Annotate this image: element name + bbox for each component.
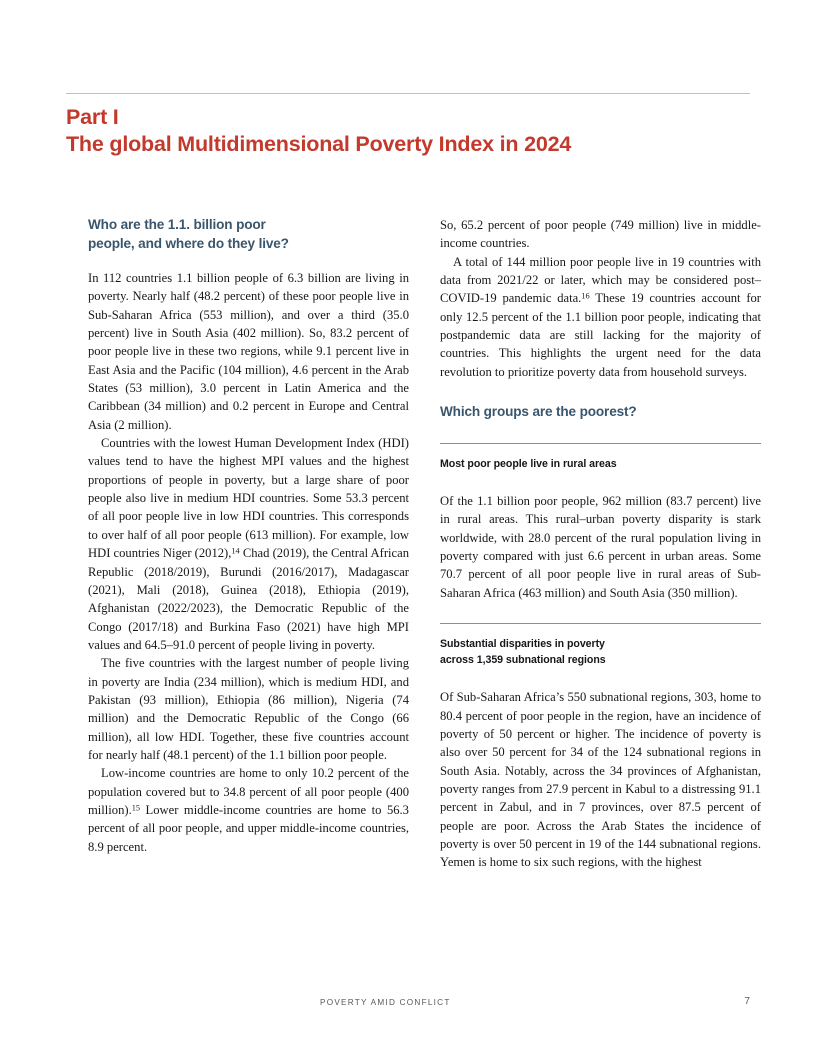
part-header: [66, 104, 766, 158]
paragraph-middle-income: So, 65.2 percent of poor people (749 million) live in middle-income countries.: [440, 218, 761, 251]
box-body-rural: Of the 1.1 billion poor people, 962 million (83.7 percent) live in rural areas. This rural–urban poverty disparity is stark worldwide, with 28.0 percent of the rural population living in poverty compared with just 6.6 percent in urban areas. Some 70.7 percent of all poor people live in rural areas of Sub-Saharan Africa (463 million) and South Asia (350 million).: [440, 494, 761, 600]
footer-page-number: 7: [744, 996, 750, 1007]
section-heading-line2: people, and where do they live?: [88, 235, 289, 251]
paragraph-postpandemic-text: A total of 144 million poor people live in 19 countries with data from 2021/22 or later, which may be considered post–COVID-19 pandemic data.: [440, 254, 761, 306]
paragraph-postpandemic: [440, 253, 761, 381]
section-heading-line1: Who are the 1.1. billion poor: [88, 217, 266, 232]
footer-running-title: POVERTY AMID CONFLICT: [320, 998, 451, 1007]
paragraph-regions: In 112 countries 1.1 billion people of 6.3 billion are living in poverty. Nearly half (48.2 percent) of these poor people live in Sub-Saharan Africa (553 million), and over a third (35.0 percent) live in South Asia (402 million). So, 83.2 percent of poor people live in these two regions, while 9.1 percent live in East Asia and the Pacific (104 million), 4.6 percent in the Arab States (53 million), 3.0 percent in Latin America and the Caribbean (34 million) and 0.2 percent in Europe and Central Asia (2 million).: [88, 271, 409, 432]
box-rule-rural: [440, 443, 761, 444]
section-heading-which-groups: [440, 403, 761, 422]
box-title-rural-line1: Most poor people live in rural areas: [440, 457, 617, 470]
paragraph-postpandemic-continued: These 19 countries account for only 12.5 percent of the 1.1 billion poor people, indicating that postpandemic data are still lacking for the majority of countries. This highlights the urgent need for the data revolution to prioritize poverty data from household surveys.: [440, 291, 762, 379]
footnote-marker-16: 16: [581, 291, 590, 301]
box-title-subnational: [440, 637, 761, 668]
paragraph-hdi: [88, 434, 409, 654]
paragraph-hdi-continued: Chad (2019), the Central African Republic (2018/2019), Burundi (2016/2017), Madagascar (2021), Mali (2018), Guinea (2018), Ethiopia (2019), Afghanistan (2022/2023), the Democratic Republic of the Congo (2017/18) and Burkina Faso (2021) have high MPI values and 64.5–91.0 percent of people living in poverty.: [88, 546, 409, 652]
footnote-marker-15: 15: [131, 803, 141, 813]
box-body-subnational: Of Sub-Saharan Africa’s 550 subnational regions, 303, home to 80.4 percent of poor people in the region, have an incidence of poverty of 50 percent or higher. The incidence of poverty is also over 50 percent for 34 of the 124 subnational regions in South Asia. Notably, across the 34 provinces of Afghanistan, poverty ranges from 27.9 percent in Kabul to a distressing 91.1 percent in Zabul, and in 7 provinces, over 87.5 percent of people are poor. Across the Arab States the incidence of poverty is over 50 percent in 19 of the 144 subnational regions. Yemen is home to six such regions, with the highest: [440, 690, 761, 870]
part-title: The global Multidimensional Poverty Index in 2024: [66, 132, 572, 156]
box-section-subnational: [440, 623, 761, 871]
paragraph-income-text: Low-income countries are home to only 10.2 percent of the population covered but to 34.8 percent of all poor people (400 million).: [88, 766, 409, 817]
box-title-subnational-line1: Substantial disparities in poverty: [440, 638, 605, 651]
box-title-subnational-line2: across 1,359 subnational regions: [440, 653, 606, 666]
box-section-rural: [440, 443, 761, 603]
paragraph-income-continued: Lower middle-income countries are home to 56.3 percent of all poor people, and upper middle-income countries, 8.9 percent.: [88, 802, 409, 854]
box-rule-subnational: [440, 623, 761, 624]
section-heading-who-are-poor: [88, 216, 409, 253]
section-heading-which-groups-text: Which groups are the poorest?: [440, 404, 637, 420]
paragraph-income-groups: [88, 764, 409, 856]
paragraph-five-countries: The five countries with the largest number of people living in poverty are India (234 million), which is medium HDI, and Pakistan (93 million), Ethiopia (86 million), Nigeria (74 million) and the Democratic Republic of the Congo (66 million), all low HDI. Together, these five countries account for nearly half (48.1 percent) of the 1.1 billion poor people.: [88, 656, 409, 762]
left-column: [88, 216, 409, 856]
part-label: Part I: [66, 105, 119, 129]
box-title-rural: [440, 457, 761, 473]
paragraph-hdi-text: Countries with the lowest Human Development Index (HDI) values tend to have the highest MPI values and the highest proportions of people in poverty, but a large share of poor people also live in medium HDI countries. Some 53.3 percent of all poor people live in low HDI countries. This corresponds to over half of all poor people (613 million). For example, low HDI countries Niger (2012),: [88, 436, 409, 561]
right-column: [440, 216, 761, 872]
footnote-marker-14: 14: [231, 546, 240, 556]
part-header-rule: [66, 93, 750, 94]
